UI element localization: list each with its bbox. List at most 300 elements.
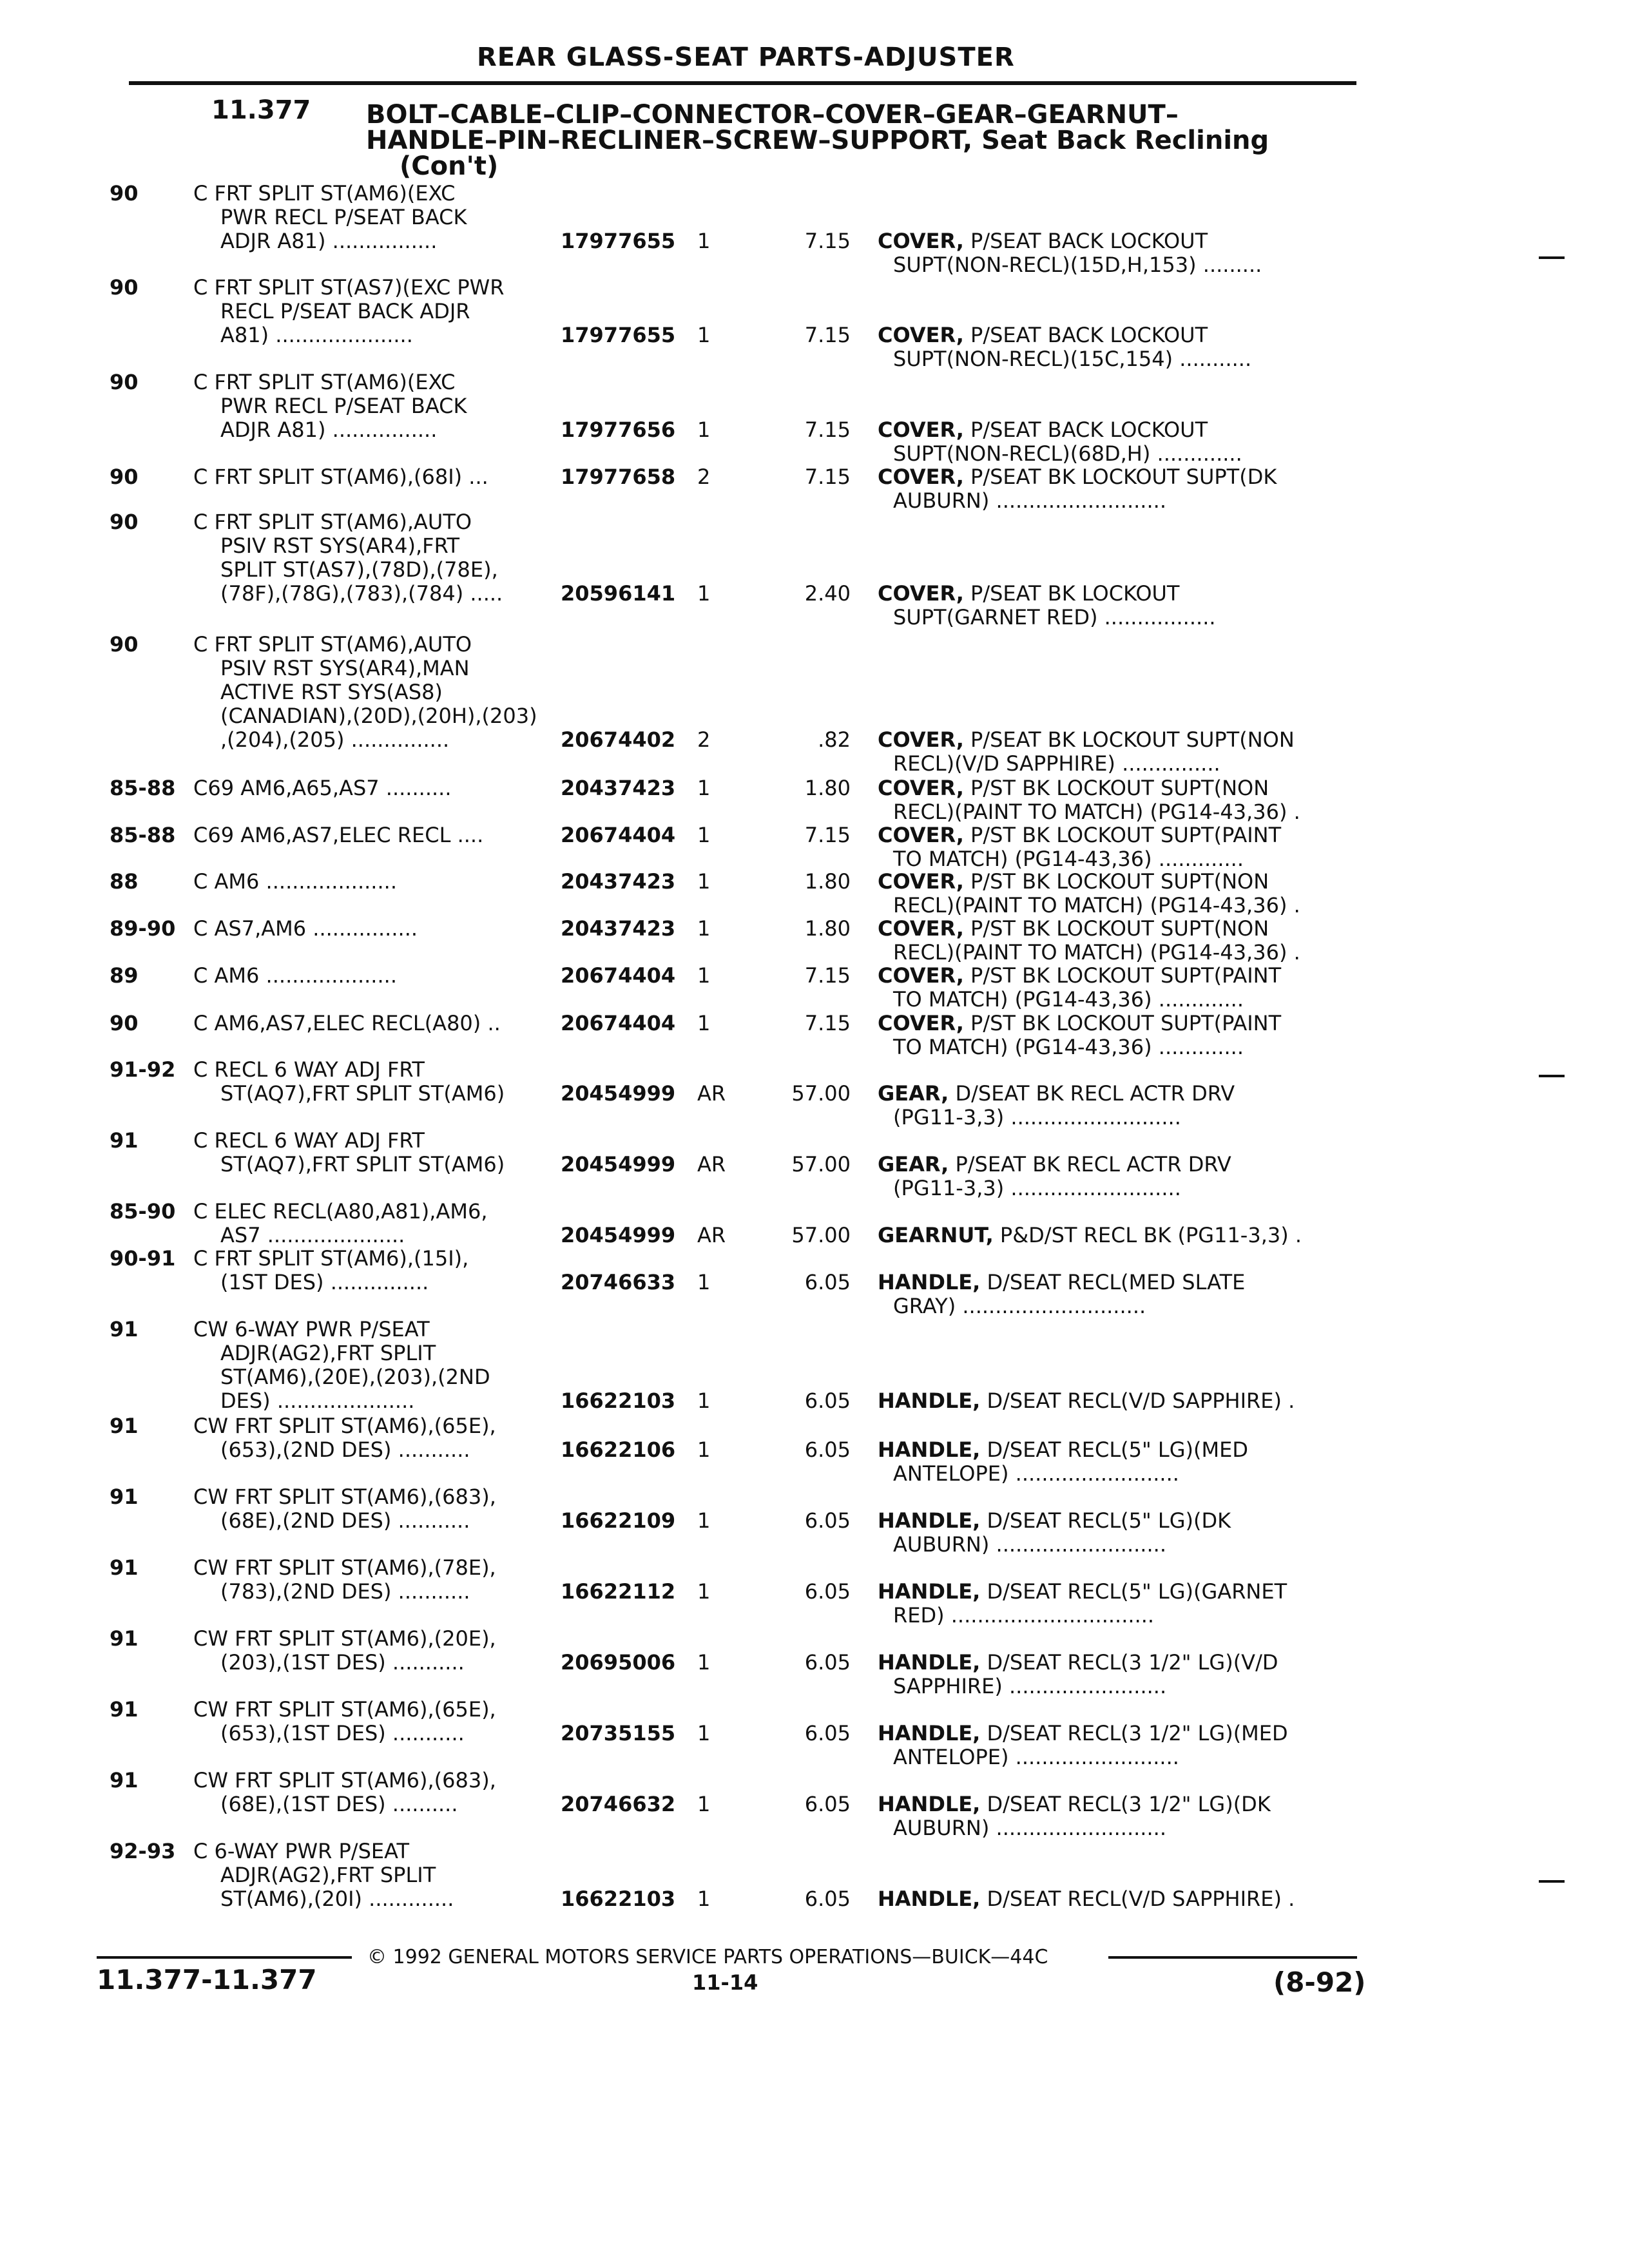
entry-model-line: PWR RECL P/SEAT BACK (220, 394, 467, 418)
entry-quantity: 1 (697, 1579, 711, 1604)
entry-quantity: 1 (697, 963, 711, 988)
entry-description-line (878, 964, 1361, 988)
footer-copyright: © 1992 GENERAL MOTORS SERVICE PARTS OPERATIONS—BUICK—44C (367, 1946, 1048, 1968)
entry-model-line: C FRT SPLIT ST(AM6),(68I) ... (193, 465, 488, 489)
entry-model-line: ACTIVE RST SYS(AS8) (220, 680, 443, 704)
entry-description-text: D/SEAT RECL(3 1/2" LG)(V/D (987, 1650, 1278, 1675)
entry-description-line (878, 1153, 1361, 1177)
entry-description-line: RECL)(PAINT TO MATCH) (PG14-43,36) . (893, 940, 1300, 965)
entry-description (878, 1082, 1361, 1129)
entry-part-name: COVER, (878, 323, 964, 347)
entry-description-text: P/SEAT BK LOCKOUT SUPT(NON (970, 727, 1295, 752)
entry-description-text: P/SEAT BACK LOCKOUT (970, 323, 1208, 347)
entry-model-line: C FRT SPLIT ST(AM6),AUTO (193, 633, 472, 657)
entry-description-text: D/SEAT RECL(5" LG)(MED (987, 1437, 1248, 1462)
entry-model-line: PWR RECL P/SEAT BACK (220, 206, 467, 229)
entry-price: 7.15 (804, 229, 851, 253)
entry-model-line: (68E),(2ND DES) ........... (220, 1509, 470, 1533)
entry-description-text: D/SEAT RECL(3 1/2" LG)(DK (987, 1792, 1271, 1816)
entry-quantity: 1 (697, 229, 711, 253)
entry-model (193, 1318, 567, 1413)
entry-quantity: AR (697, 1081, 726, 1106)
entry-quantity: 1 (697, 323, 711, 347)
entry-price: 6.05 (804, 1389, 851, 1413)
entry-description-text: D/SEAT RECL(5" LG)(GARNET (987, 1579, 1287, 1604)
entry-part-number: 16622109 (561, 1508, 676, 1533)
entry-description-line: SUPT(NON-RECL)(15C,154) ........... (893, 347, 1252, 371)
entry-model (193, 1129, 567, 1177)
entry-description (878, 1271, 1361, 1318)
entry-model-line: (203),(1ST DES) ........... (220, 1651, 465, 1675)
entry-year: 91 (110, 1317, 139, 1341)
entry-description-line (878, 229, 1361, 253)
entry-quantity: 1 (697, 776, 711, 800)
entry-part-number: 17977656 (561, 418, 676, 442)
entry-description-line (878, 1722, 1361, 1745)
entry-part-name: HANDLE, (878, 1887, 981, 1911)
entry-part-number: 17977655 (561, 323, 676, 347)
entry-price: 1.80 (804, 869, 851, 894)
entry-price: 57.00 (791, 1081, 851, 1106)
entry-description-line (878, 1438, 1361, 1462)
entry-part-number: 17977655 (561, 229, 676, 253)
entry-year: 91 (110, 1697, 139, 1722)
entry-description-text: D/SEAT RECL(3 1/2" LG)(MED (987, 1721, 1288, 1745)
entry-model-line: ,(204),(205) ............... (220, 728, 450, 752)
entry-description-text: P/ST BK LOCKOUT SUPT(PAINT (970, 1011, 1282, 1035)
entry-quantity: 1 (697, 1389, 711, 1413)
entry-description-line (878, 776, 1361, 800)
entry-description-line: SUPT(NON-RECL)(68D,H) ............. (893, 441, 1242, 466)
entry-quantity: 1 (697, 1721, 711, 1745)
entry-price: 7.15 (804, 418, 851, 442)
entry-model (193, 1012, 567, 1035)
entry-description (878, 1722, 1361, 1769)
entry-description-text: P/SEAT BACK LOCKOUT (970, 229, 1208, 253)
entry-part-name: HANDLE, (878, 1721, 981, 1745)
entry-part-number: 20746632 (561, 1792, 676, 1816)
entry-part-name: HANDLE, (878, 1437, 981, 1462)
entry-year: 91 (110, 1768, 139, 1792)
entry-description-line (878, 1651, 1361, 1675)
entry-model (193, 917, 567, 941)
footer-rule-left (97, 1956, 352, 1959)
entry-part-name: COVER, (878, 776, 964, 800)
entry-model-line: ADJR(AG2),FRT SPLIT (220, 1341, 436, 1365)
entry-model (193, 276, 567, 347)
entry-year: 90 (110, 370, 139, 394)
entry-model-line: C AM6 .................... (193, 870, 397, 894)
entry-model-line: CW FRT SPLIT ST(AM6),(78E), (193, 1556, 496, 1580)
entry-quantity: 1 (697, 1270, 711, 1294)
entry-description-line: ANTELOPE) ......................... (893, 1461, 1179, 1486)
entry-quantity: 1 (697, 1650, 711, 1675)
margin-tick (1539, 1075, 1565, 1077)
entry-quantity: AR (697, 1152, 726, 1177)
entry-description (878, 582, 1361, 629)
entry-quantity: 1 (697, 1887, 711, 1911)
entry-part-name: HANDLE, (878, 1792, 981, 1816)
entry-year: 89-90 (110, 916, 176, 941)
entry-description-text: D/SEAT RECL(V/D SAPPHIRE) . (987, 1389, 1295, 1413)
entry-part-number: 16622103 (561, 1887, 676, 1911)
entry-year: 90 (110, 632, 139, 657)
entry-description-line (878, 728, 1361, 752)
entry-description-line: ANTELOPE) ......................... (893, 1745, 1179, 1769)
entry-price: 1.80 (804, 916, 851, 941)
entry-model-line: DES) ..................... (220, 1389, 415, 1413)
entry-part-name: COVER, (878, 1011, 964, 1035)
entry-model-line: C AM6 .................... (193, 964, 397, 988)
entry-model (193, 870, 567, 894)
entry-year: 91-92 (110, 1057, 176, 1082)
entry-quantity: 1 (697, 1792, 711, 1816)
entry-description (878, 465, 1361, 513)
entry-quantity: 1 (697, 1011, 711, 1035)
entry-year: 85-88 (110, 776, 176, 800)
entry-quantity: 1 (697, 1508, 711, 1533)
entry-part-name: COVER, (878, 465, 964, 489)
entry-description-text: D/SEAT BK RECL ACTR DRV (955, 1081, 1235, 1106)
entry-price: 6.05 (804, 1437, 851, 1462)
entry-model (193, 1200, 567, 1247)
entry-description-text: P/SEAT BK LOCKOUT SUPT(DK (970, 465, 1277, 489)
entry-part-name: HANDLE, (878, 1579, 981, 1604)
entry-description (878, 229, 1361, 277)
entry-model (193, 1058, 567, 1106)
entry-description (878, 917, 1361, 965)
entry-model (193, 1247, 567, 1294)
entry-model-line: (68E),(1ST DES) .......... (220, 1792, 458, 1816)
entry-model (193, 510, 567, 606)
entry-quantity: AR (697, 1223, 726, 1247)
entry-model-line: RECL P/SEAT BACK ADJR (220, 300, 470, 323)
entry-description (878, 1153, 1361, 1200)
entry-description (878, 1651, 1361, 1698)
entry-description-line: SUPT(NON-RECL)(15D,H,153) ......... (893, 253, 1262, 277)
entry-part-name: HANDLE, (878, 1270, 981, 1294)
entry-model (193, 776, 567, 800)
entry-model-line: C FRT SPLIT ST(AM6)(EXC (193, 182, 456, 206)
entry-description-line: SAPPHIRE) ........................ (893, 1674, 1167, 1698)
entry-price: 6.05 (804, 1579, 851, 1604)
section-title-line-3: (Con't) (400, 151, 499, 181)
entry-price: 57.00 (791, 1223, 851, 1247)
entry-price: 6.05 (804, 1270, 851, 1294)
entry-part-number: 20674404 (561, 963, 676, 988)
entry-description-line: (PG11-3,3) .......................... (893, 1105, 1181, 1129)
entry-description (878, 418, 1361, 466)
entry-model (193, 1556, 567, 1604)
entry-price: 6.05 (804, 1508, 851, 1533)
entry-model (193, 465, 567, 489)
entry-model-line: ST(AM6),(20E),(203),(2ND (220, 1365, 490, 1389)
entry-year: 90 (110, 510, 139, 534)
entry-part-name: HANDLE, (878, 1508, 981, 1533)
section-title-line-2: HANDLE–PIN–RECLINER–SCREW–SUPPORT, Seat Back Reclining (366, 126, 1269, 155)
section-number: 11.377 (211, 95, 311, 125)
entry-description (878, 1012, 1361, 1059)
entry-description (878, 1509, 1361, 1557)
entry-description-line (878, 418, 1361, 442)
entry-model-line: CW FRT SPLIT ST(AM6),(683), (193, 1769, 496, 1792)
entry-part-name: HANDLE, (878, 1389, 981, 1413)
entry-part-name: GEAR, (878, 1152, 949, 1177)
entry-description-line (878, 1580, 1361, 1604)
entry-part-number: 20695006 (561, 1650, 676, 1675)
entry-model-line: ADJR(AG2),FRT SPLIT (220, 1863, 436, 1887)
entry-price: 7.15 (804, 823, 851, 847)
entry-price: 6.05 (804, 1887, 851, 1911)
entry-year: 91 (110, 1128, 139, 1153)
footer-section-range: 11.377-11.377 (97, 1964, 317, 1995)
entry-part-number: 16622103 (561, 1389, 676, 1413)
entry-description-line: RED) ............................... (893, 1603, 1155, 1628)
entry-description-text: D/SEAT RECL(MED SLATE (987, 1270, 1246, 1294)
margin-tick (1539, 1880, 1565, 1883)
entry-part-number: 20674402 (561, 727, 676, 752)
entry-description-line: RECL)(PAINT TO MATCH) (PG14-43,36) . (893, 800, 1300, 824)
entry-model-line: CW FRT SPLIT ST(AM6),(65E), (193, 1698, 496, 1722)
entry-part-name: COVER, (878, 229, 964, 253)
entry-description (878, 776, 1361, 824)
entry-year: 85-88 (110, 823, 176, 847)
entry-model-line: C FRT SPLIT ST(AS7)(EXC PWR (193, 276, 505, 300)
header-rule (129, 81, 1356, 85)
entry-model-line: C69 AM6,A65,AS7 .......... (193, 776, 452, 800)
entry-description-line (878, 1082, 1361, 1106)
entry-model-line: (1ST DES) ............... (220, 1271, 429, 1294)
entry-part-name: HANDLE, (878, 1650, 981, 1675)
entry-model-line: C69 AM6,AS7,ELEC RECL .... (193, 823, 484, 847)
entry-model-line: C FRT SPLIT ST(AM6),AUTO (193, 510, 472, 534)
entry-description-line (878, 870, 1361, 894)
entry-model-line: (CANADIAN),(20D),(20H),(203) (220, 704, 537, 728)
entry-description-line (878, 582, 1361, 606)
entry-description-text: D/SEAT RECL(5" LG)(DK (987, 1508, 1231, 1533)
entry-part-number: 20437423 (561, 916, 676, 941)
entry-description-text: P/ST BK LOCKOUT SUPT(NON (970, 916, 1269, 941)
entry-quantity: 2 (697, 465, 711, 489)
entry-model (193, 633, 567, 752)
entry-price: 7.15 (804, 1011, 851, 1035)
entry-description-text: P/ST BK LOCKOUT SUPT(NON (970, 869, 1269, 894)
entry-description-line: GRAY) ............................ (893, 1294, 1146, 1318)
entry-description-line: AUBURN) .......................... (893, 488, 1166, 513)
entry-description-line (878, 323, 1361, 347)
entry-model-line: C FRT SPLIT ST(AM6)(EXC (193, 370, 456, 394)
entry-part-number: 20674404 (561, 1011, 676, 1035)
entry-description-text: P/ST BK LOCKOUT SUPT(PAINT (970, 963, 1282, 988)
entry-year: 90 (110, 275, 139, 300)
entry-model (193, 1485, 567, 1533)
entry-model (193, 1769, 567, 1816)
footer-date: (8-92) (1273, 1966, 1366, 1998)
entry-model (193, 1414, 567, 1462)
page-header-title: REAR GLASS-SEAT PARTS-ADJUSTER (477, 43, 1015, 72)
entry-model-line: ST(AM6),(20I) ............. (220, 1887, 454, 1911)
entry-year: 85-90 (110, 1199, 176, 1224)
entry-part-number: 20454999 (561, 1223, 676, 1247)
entry-description (878, 870, 1361, 918)
entry-model (193, 182, 567, 253)
entry-description-text: P/ST BK LOCKOUT SUPT(PAINT (970, 823, 1282, 847)
entry-model-line: (653),(1ST DES) ........... (220, 1722, 465, 1745)
entry-model-line: C AM6,AS7,ELEC RECL(A80) .. (193, 1012, 501, 1035)
entry-description-line: AUBURN) .......................... (893, 1816, 1166, 1840)
entry-year: 91 (110, 1555, 139, 1580)
entry-description-line: AUBURN) .......................... (893, 1532, 1166, 1557)
entry-description-text: P/SEAT BACK LOCKOUT (970, 418, 1208, 442)
entry-price: 6.05 (804, 1792, 851, 1816)
entry-description (878, 728, 1361, 776)
entry-price: 1.80 (804, 776, 851, 800)
entry-description-line (878, 917, 1361, 941)
entry-description-line: (PG11-3,3) .......................... (893, 1176, 1181, 1200)
entry-part-name: COVER, (878, 581, 964, 606)
entry-part-name: COVER, (878, 963, 964, 988)
entry-part-name: COVER, (878, 869, 964, 894)
entry-model-line: C RECL 6 WAY ADJ FRT (193, 1058, 425, 1082)
entry-description-line (878, 1271, 1361, 1294)
entry-description (878, 1792, 1361, 1840)
entry-year: 89 (110, 963, 139, 988)
entry-description-line: TO MATCH) (PG14-43,36) ............. (893, 847, 1244, 871)
entry-description (878, 1224, 1361, 1247)
entry-model-line: (653),(2ND DES) ........... (220, 1438, 470, 1462)
entry-part-name: COVER, (878, 418, 964, 442)
entry-part-name: GEARNUT, (878, 1223, 994, 1247)
footer-rule-right (1108, 1956, 1357, 1959)
entry-model-line: CW FRT SPLIT ST(AM6),(65E), (193, 1414, 496, 1438)
entry-description-text: P/SEAT BK RECL ACTR DRV (955, 1152, 1231, 1177)
entry-description-text: D/SEAT RECL(V/D SAPPHIRE) . (987, 1887, 1295, 1911)
entry-model-line: PSIV RST SYS(AR4),MAN (220, 657, 470, 680)
entry-part-number: 20596141 (561, 581, 676, 606)
entry-price: 7.15 (804, 323, 851, 347)
entry-price: 6.05 (804, 1650, 851, 1675)
entry-model (193, 1698, 567, 1745)
entry-part-name: GEAR, (878, 1081, 949, 1106)
entry-description (878, 823, 1361, 871)
entry-description (878, 1438, 1361, 1486)
entry-price: 7.15 (804, 465, 851, 489)
entry-description-text: P&D/ST RECL BK (PG11-3,3) . (999, 1223, 1302, 1247)
entry-price: 7.15 (804, 963, 851, 988)
entry-description-line: TO MATCH) (PG14-43,36) ............. (893, 1035, 1244, 1059)
entry-model-line: C RECL 6 WAY ADJ FRT (193, 1129, 425, 1153)
entry-quantity: 1 (697, 418, 711, 442)
entry-description-line (878, 1224, 1361, 1247)
entry-quantity: 1 (697, 823, 711, 847)
entry-model-line: ST(AQ7),FRT SPLIT ST(AM6) (220, 1153, 505, 1177)
entry-part-number: 20735155 (561, 1721, 676, 1745)
entry-year: 90 (110, 1011, 139, 1035)
entry-quantity: 1 (697, 581, 711, 606)
entry-price: 2.40 (804, 581, 851, 606)
entry-description (878, 1389, 1361, 1413)
entry-part-name: COVER, (878, 823, 964, 847)
entry-model-line: CW FRT SPLIT ST(AM6),(683), (193, 1485, 496, 1509)
entry-part-number: 20454999 (561, 1152, 676, 1177)
entry-quantity: 1 (697, 869, 711, 894)
entry-price: .82 (818, 727, 851, 752)
entry-quantity: 2 (697, 727, 711, 752)
entry-model (193, 1840, 567, 1911)
entry-model-line: C 6-WAY PWR P/SEAT (193, 1840, 410, 1863)
entry-description-line (878, 1792, 1361, 1816)
entry-model-line: ST(AQ7),FRT SPLIT ST(AM6) (220, 1082, 505, 1106)
entry-part-number: 16622106 (561, 1437, 676, 1462)
entry-description (878, 964, 1361, 1012)
entry-quantity: 1 (697, 1437, 711, 1462)
entry-model-line: PSIV RST SYS(AR4),FRT (220, 534, 460, 558)
entry-price: 57.00 (791, 1152, 851, 1177)
entry-year: 90 (110, 465, 139, 489)
entry-year: 91 (110, 1485, 139, 1509)
entry-part-number: 17977658 (561, 465, 676, 489)
entry-description-line: TO MATCH) (PG14-43,36) ............. (893, 987, 1244, 1012)
entry-model-line: CW FRT SPLIT ST(AM6),(20E), (193, 1627, 496, 1651)
footer-page-number: 11-14 (692, 1970, 758, 1995)
entry-description-text: P/ST BK LOCKOUT SUPT(NON (970, 776, 1269, 800)
entry-description (878, 1887, 1361, 1911)
entry-description-line (878, 465, 1361, 489)
entry-description-line (878, 1389, 1361, 1413)
entry-description (878, 323, 1361, 371)
entry-description-line: RECL)(PAINT TO MATCH) (PG14-43,36) . (893, 893, 1300, 918)
entry-description-line (878, 1012, 1361, 1035)
entry-description-line (878, 1887, 1361, 1911)
entry-model-line: ADJR A81) ................ (220, 418, 438, 442)
entry-year: 91 (110, 1414, 139, 1438)
entry-model (193, 823, 567, 847)
entry-model-line: AS7 ..................... (220, 1224, 405, 1247)
entry-model-line: ADJR A81) ................ (220, 229, 438, 253)
entry-model (193, 1627, 567, 1675)
entry-price: 6.05 (804, 1721, 851, 1745)
entry-part-number: 20674404 (561, 823, 676, 847)
entry-model-line: C AS7,AM6 ................ (193, 917, 418, 941)
entry-part-number: 20437423 (561, 869, 676, 894)
entry-part-number: 20454999 (561, 1081, 676, 1106)
entry-model-line: C FRT SPLIT ST(AM6),(15I), (193, 1247, 469, 1271)
entry-model-line: C ELEC RECL(A80,A81),AM6, (193, 1200, 488, 1224)
entry-description-text: P/SEAT BK LOCKOUT (970, 581, 1180, 606)
entry-description-line (878, 1509, 1361, 1533)
margin-tick (1539, 256, 1565, 259)
entry-year: 91 (110, 1626, 139, 1651)
entry-model (193, 370, 567, 442)
entry-year: 90-91 (110, 1246, 176, 1271)
entry-part-name: COVER, (878, 727, 964, 752)
section-title-line-1: BOLT–CABLE–CLIP–CONNECTOR–COVER–GEAR–GEARNUT– (366, 100, 1179, 130)
entry-model-line: CW 6-WAY PWR P/SEAT (193, 1318, 430, 1341)
entry-model-line: SPLIT ST(AS7),(78D),(78E), (220, 558, 498, 582)
entry-part-number: 20746633 (561, 1270, 676, 1294)
entry-part-name: COVER, (878, 916, 964, 941)
entry-part-number: 16622112 (561, 1579, 676, 1604)
entry-description-line (878, 823, 1361, 847)
entry-model-line: (783),(2ND DES) ........... (220, 1580, 470, 1604)
entry-model-line: A81) ..................... (220, 323, 413, 347)
entry-part-number: 20437423 (561, 776, 676, 800)
entry-description-line: SUPT(GARNET RED) ................. (893, 605, 1216, 629)
entry-year: 92-93 (110, 1839, 176, 1863)
entry-description (878, 1580, 1361, 1628)
entry-model-line: (78F),(78G),(783),(784) ..... (220, 582, 503, 606)
entry-quantity: 1 (697, 916, 711, 941)
